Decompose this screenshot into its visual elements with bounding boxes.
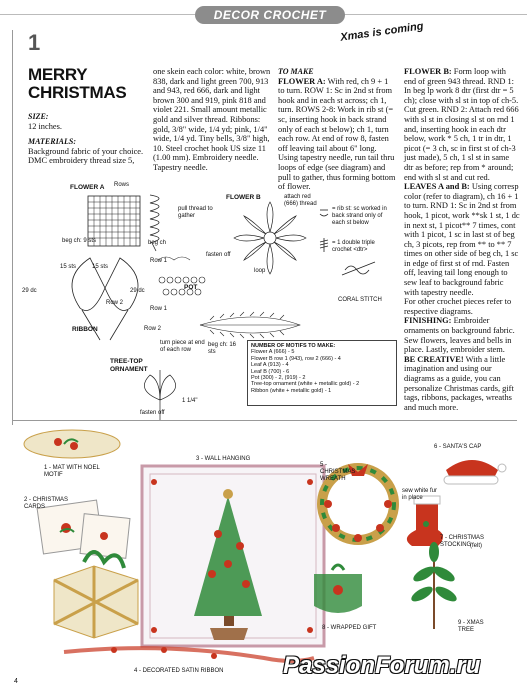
caption-wrapped-gift: 8 - WRAPPED GIFT	[322, 625, 377, 631]
page-title: MERRY CHRISTMAS	[28, 65, 127, 102]
motif-item: Flower B row 1 (943), row 2 (666) - 4	[251, 355, 341, 362]
motif-item: Pot (300) - 2, (919) - 2	[251, 375, 306, 382]
flower-a-text: With red, ch 9 + 1 to turn. ROW 1: Sc in 2nd st from hook and in each st across; ch 1, turn. ROWS 2-8: Work in rib st (= sc, inserting hook in back strand only of each st below); ch 1, turn each row. At end of row 8, fasten off leaving tail about 6" long. Using tapestry needle, run tail thru loops of edge (see diagram) and pull to gather, thus forming bottom of flower.	[278, 76, 396, 192]
satin-ribbon-illustration	[64, 647, 314, 661]
dc-29a-label: 29 dc	[22, 288, 37, 294]
pull-thread-label: pull thread to gather	[178, 206, 213, 219]
flower-b-text: Form loop with end of green 943 thread. RND 1: In beg lp work 8 dtr (first dtr = 5 ch); close with sl st in top of ch-5. Cut green. RND 2: Attach red 666 with sl st in closing sl st on rnd 1 and, inserting hook in each dtr below, work * 5 ch, 1 tr in dtr, 1 picot (= 3 ch, sc in first st of ch-3 just made), 5 ch, 1 sl st in same dtr as before; rep from * around; end with sl st and cut red.	[404, 67, 519, 182]
stocking-illustration	[407, 496, 443, 546]
leaves-text: Using corresp color (refer to diagram), ch 16 + 1 to turn. RND 1: Sc in 2nd st from hook, 1 picot, work **sk 1 st, 1 dc in next st, 1 picot** 7 times, cont with 1 picot, 1 sc in last st of beg ch, 3 picots, rep from ** to ** 7 times on other side of beg ch, 1 sc in edge of first st of rnd. Fasten off, leaving tail long enough to sew leaf to background fabric with tapestry needle.	[404, 182, 520, 297]
flower-a-label: FLOWER A	[70, 184, 105, 191]
fasten-off-label: fasten off	[206, 252, 231, 258]
motif-item: Flower A (666) - 5	[251, 349, 295, 356]
row-2-label: Row 2	[106, 300, 124, 306]
caption-satin-ribbon: 4 - DECORATED SATIN RIBBON	[134, 668, 224, 674]
watermark: PassionForum.ru	[283, 652, 481, 679]
attach-red-label: attach red (666) thread	[284, 194, 317, 207]
beg-ch-9-label: beg ch: 9 sts	[62, 238, 97, 244]
left-rule	[12, 30, 13, 425]
section-banner: DECOR CROCHET	[195, 6, 345, 24]
page-number: 4	[14, 678, 18, 685]
project-number: 1	[28, 30, 41, 55]
motif-count-box	[247, 340, 397, 406]
motif-item: Leaf B (700) - 6	[251, 368, 290, 375]
materials-text: Background fabric of your choice. DMC embroidery thread size 5,	[28, 146, 144, 166]
row-2b-label: Row 2	[144, 326, 162, 332]
motif-item: Tree-top ornament (white + metallic gold) - 2	[251, 381, 360, 388]
caption-sew-white: sew white fur in place	[402, 488, 438, 501]
loop-label: loop	[254, 268, 266, 274]
leaves-label: LEAVES A and B:	[404, 182, 470, 192]
beg-ch-16-label: beg ch: 16 sts	[208, 342, 237, 355]
caption-felt: (felt)	[470, 543, 482, 549]
creative-label: BE CREATIVE!	[404, 354, 464, 364]
rows-label: Rows	[114, 182, 130, 188]
caption-xmas-tree: 9 - XMAS TREE	[458, 620, 484, 633]
motif-heading: NUMBER OF MOTIFS TO MAKE:	[251, 343, 336, 349]
creative-text: With a little imagination and using our diagrams as a guide, you can personalize Christmas cards, gift tags, ribbons, packages, wreaths and much more.	[404, 354, 514, 412]
caption-mat: 1 - MAT WITH NOEL MOTIF	[44, 465, 100, 478]
column-3	[278, 67, 396, 192]
finishing-text: Embroider ornaments on background fabric. Sew flowers, leaves and bells in place. Lastly, embroider stem.	[404, 316, 515, 355]
column-4	[404, 67, 520, 412]
column-1	[28, 112, 146, 166]
one-quarter-label: 1 1/4"	[182, 398, 198, 404]
row-1b-label: Row 1	[150, 306, 168, 312]
wall-hanging-illustration	[142, 466, 324, 646]
section-divider	[12, 420, 517, 421]
sts-15a-label: 15 sts	[60, 264, 77, 270]
size-label: SIZE:	[28, 112, 49, 121]
flower-b-diagram	[234, 202, 306, 274]
mat-illustration	[24, 430, 120, 458]
materials-label: MATERIALS:	[28, 137, 77, 147]
column-2	[153, 67, 271, 173]
finishing-label: FINISHING:	[404, 316, 452, 326]
other-pieces-text: For other crochet pieces refer to respective diagrams.	[404, 297, 512, 316]
tagline: Xmas is coming	[339, 20, 425, 44]
to-make-label: TO MAKE	[278, 67, 314, 76]
dc-29b-label: 29 dc	[130, 288, 145, 294]
coral-stitch-label: CORAL STITCH	[338, 297, 382, 303]
caption-stocking: 7 - CHRISTMAS STOCKING	[440, 535, 485, 548]
fasten-off-2-label: fasten off	[140, 410, 165, 416]
xmas-tree-branch-illustration	[409, 542, 459, 629]
coral-stitch-diagram	[342, 262, 375, 275]
flower-b-label: FLOWER B	[226, 194, 261, 201]
caption-santa-cap: 6 - SANTA'S CAP	[434, 444, 482, 450]
caption-wall-hanging: 3 - WALL HANGING	[196, 456, 251, 462]
size-value: 12 inches.	[28, 121, 62, 131]
leaf-diagram	[200, 312, 300, 338]
motif-item: Ribbon (white + metallic gold) - 1	[251, 387, 332, 394]
flower-a-label: FLOWER A:	[278, 76, 326, 86]
santa-cap-illustration	[444, 460, 506, 484]
pot-label: POT	[184, 284, 198, 291]
caption-cards: 2 - CHRISTMAS CARDS	[24, 497, 69, 510]
materials-continued: one skein each color: white, brown 838, dark and light green 700, 913 and 943, red 666, dark and light brown 300 and 919, pink 818 and violet 221. Small amount metallic gold and silver thread. Ribbons: gold, 3/8" wide, 1/4 yd; pink, 1/4" wide, 1/4 yd. Tiny bells, 3/8" high, 10. Steel crochet hook US size 11 (1.00 mm). Embroidery needle. Tapestry needle.	[153, 67, 271, 172]
caption-wreath: 5 - CHRISTMAS WREATH	[320, 462, 356, 482]
tree-top-label: TREE-TOP ORNAMENT	[110, 358, 148, 373]
beg-ch-label: beg ch	[148, 240, 167, 246]
rib-stitch-legend: = rib st: sc worked in back strand only of each st below	[332, 206, 387, 226]
gift-box-illustration	[54, 552, 138, 638]
sts-15b-label: 15 sts	[92, 264, 109, 270]
ribbon-label: RIBBON	[72, 326, 98, 333]
motif-item: Leaf A (913) - 4	[251, 362, 289, 369]
project-illustrations	[14, 424, 519, 686]
dtr-legend: = 1 double triple crochet <dtr>	[332, 240, 375, 253]
row-1-label: Row 1	[150, 258, 168, 264]
legend-symbols	[320, 210, 328, 252]
turn-piece-label: turn piece at end of each row	[160, 340, 205, 353]
flower-b-label: FLOWER B:	[404, 67, 452, 76]
